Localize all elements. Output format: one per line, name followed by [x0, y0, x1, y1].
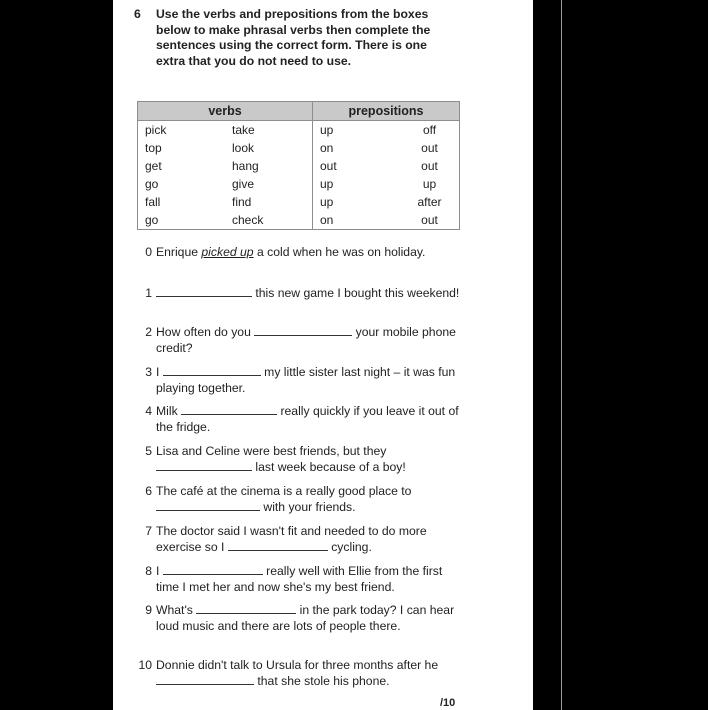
exercise-number: 6	[134, 7, 141, 21]
answer-blank[interactable]	[156, 673, 254, 685]
exercise-instructions	[134, 7, 454, 69]
table-row	[138, 175, 460, 193]
question-10	[134, 657, 464, 689]
preposition-cell: out	[320, 159, 337, 173]
question-number: 7	[145, 524, 152, 538]
question-4	[134, 403, 464, 435]
question-0	[134, 244, 464, 260]
preposition-cell: on	[313, 211, 401, 230]
question-number: 9	[145, 603, 152, 617]
answer-blank[interactable]	[156, 499, 260, 511]
question-text: Milk really quickly if you leave it out of the fridge.	[156, 404, 459, 434]
question-1	[134, 285, 464, 301]
verb-cell: pick	[138, 121, 226, 140]
verb-cell: hang	[225, 157, 313, 175]
question-text: What's in the park today? I can hear loud music and there are lots of people there.	[156, 603, 455, 633]
preposition-cell: out	[400, 139, 460, 157]
question-text: I my little sister last night – it was fun playing together.	[156, 365, 456, 395]
instructions-text: Use the verbs and prepositions from the boxes below to make phrasal verbs then complete the sentences using the correct form. There is one extra that you do not need to use.	[156, 7, 431, 68]
answer-blank[interactable]	[156, 285, 252, 297]
word-table	[137, 101, 460, 230]
divider-line	[561, 0, 562, 710]
verb-cell: give	[225, 175, 313, 193]
question-9	[134, 602, 464, 634]
table-row	[138, 193, 460, 211]
verb-cell: find	[225, 193, 313, 211]
example-answer: picked up	[201, 245, 254, 259]
preposition-cell: out	[400, 157, 460, 175]
answer-blank[interactable]	[181, 403, 277, 415]
question-text: Enrique picked up a cold when he was on holiday.	[156, 245, 426, 259]
question-text: this new game I bought this weekend!	[156, 285, 464, 301]
verb-cell: go	[138, 175, 226, 193]
table-row	[138, 211, 460, 230]
table-row	[138, 157, 460, 175]
question-number: 5	[145, 444, 152, 458]
prepositions-header: prepositions	[313, 102, 460, 121]
answer-blank[interactable]	[163, 364, 261, 376]
question-text: Lisa and Celine were best friends, but they last week because of a boy!	[156, 444, 406, 474]
question-number: 1	[145, 286, 152, 300]
answer-blank[interactable]	[196, 602, 296, 614]
dark-margin	[533, 0, 561, 710]
question-text: Donnie didn't talk to Ursula for three months after he that she stole his phone.	[156, 658, 439, 688]
answer-blank[interactable]	[163, 563, 263, 575]
question-text: The café at the cinema is a really good place to with your friends.	[156, 484, 412, 514]
preposition-cell: up	[320, 123, 334, 137]
preposition-cell: out	[400, 211, 460, 230]
question-5	[134, 443, 464, 475]
question-7	[134, 523, 464, 555]
question-text: The doctor said I wasn't fit and needed to do more exercise so I cycling.	[156, 524, 427, 554]
question-text: How often do you your mobile phone credit?	[156, 325, 456, 355]
verb-cell: look	[225, 139, 313, 157]
preposition-cell: up	[400, 175, 460, 193]
question-3	[134, 364, 464, 396]
question-2	[134, 324, 464, 356]
preposition-cell: on	[320, 141, 334, 155]
verb-cell: go	[138, 211, 226, 230]
question-number: 0	[145, 245, 152, 259]
preposition-cell: after	[400, 193, 460, 211]
table-row	[138, 121, 460, 140]
verb-cell: fall	[138, 193, 226, 211]
verb-cell: take	[225, 121, 313, 140]
question-number: 8	[145, 564, 152, 578]
question-number: 4	[145, 404, 152, 418]
question-6	[134, 483, 464, 515]
verbs-header: verbs	[138, 102, 313, 121]
question-number: 3	[145, 365, 152, 379]
question-number: 2	[145, 325, 152, 339]
question-text: I really well with Ellie from the first time I met her and now she's my best friend.	[156, 564, 443, 594]
verb-cell: check	[225, 211, 313, 230]
verb-cell: get	[138, 157, 226, 175]
table-row	[138, 139, 460, 157]
answer-blank[interactable]	[254, 324, 352, 336]
question-number: 10	[138, 658, 152, 672]
preposition-cell: up	[320, 177, 334, 191]
answer-blank[interactable]	[228, 539, 328, 551]
answer-blank[interactable]	[156, 459, 252, 471]
preposition-cell: up	[320, 195, 334, 209]
question-8	[134, 563, 464, 595]
question-number: 6	[145, 484, 152, 498]
verb-cell: top	[138, 139, 226, 157]
preposition-cell: off	[400, 121, 460, 140]
score-label: /10	[440, 697, 456, 709]
